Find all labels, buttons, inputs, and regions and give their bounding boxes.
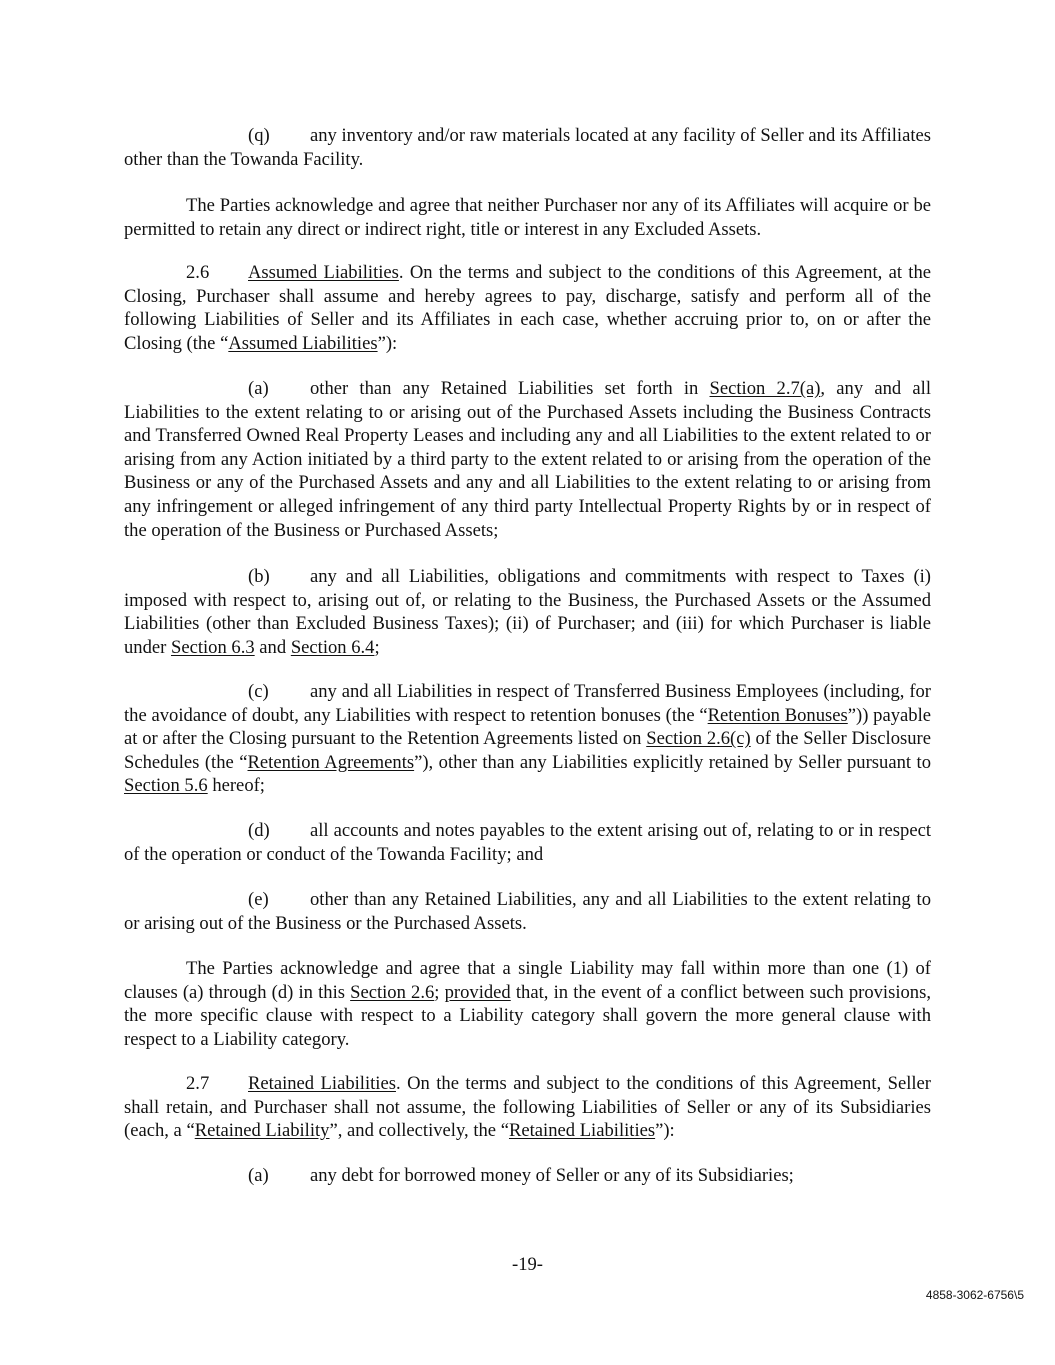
clause-text: of the Seller Disclosure Schedules (the “	[124, 728, 931, 773]
cross-reference: Section 5.6	[124, 775, 208, 797]
section-2-7	[124, 1072, 931, 1143]
paragraph-text: The Parties acknowledge and agree that a single Liability may fall within more than one (1) of clauses (a) through (d) in this	[124, 958, 931, 1003]
cross-reference: Section 6.3	[170, 636, 255, 658]
defined-term: Retention Bonuses	[707, 704, 848, 726]
section-heading: Assumed Liabilities	[248, 262, 399, 283]
defined-term: Retained Liabilities	[508, 1120, 656, 1142]
clause-text: hereof;	[207, 775, 265, 797]
cross-reference: Section 2.6	[350, 981, 435, 1003]
section-text: ”):	[655, 1120, 675, 1142]
section-text: ”):	[377, 332, 398, 354]
document-id: 4858-3062-6756\5	[925, 1288, 1024, 1302]
clause-d	[124, 819, 931, 866]
clause-text: any debt for borrowed money of Seller or any of its Subsidiaries;	[310, 1165, 794, 1186]
section-text: ”, and collectively, the “	[329, 1120, 509, 1142]
defined-term: Retained Liability	[194, 1120, 330, 1142]
section-text: . On the terms and subject to the conditions of this Agreement, Seller shall retain, and Purchaser shall not assume, the following Liabilities of Seller or any of its Subsidiaries (each, a “	[124, 1073, 931, 1142]
section-2-6	[124, 261, 931, 355]
clause-label: (d)	[248, 820, 270, 841]
proviso-term: provided	[444, 981, 511, 1003]
clause-a	[124, 377, 931, 542]
cross-reference: Section 2.6(c)	[646, 728, 751, 750]
defined-term: Retention Agreements	[247, 751, 415, 773]
clause-text: ;	[374, 636, 380, 658]
section-text: . On the terms and subject to the conditions of this Agreement, at the Closing, Purchaser shall assume and hereby agrees to pay, discharge, satisfy and perform all of the following Liabilities of Seller and its Affiliates in each case, whether accruing prior to, on or after the Closing (the “	[124, 262, 932, 354]
clause-label: (e)	[248, 889, 269, 910]
clause-label: (a)	[248, 378, 269, 399]
page-number: -19-	[512, 1254, 543, 1275]
clause-q	[124, 124, 931, 171]
clause-label: (c)	[248, 681, 269, 702]
clause-text: and	[254, 636, 291, 658]
clause-text: other than any Retained Liabilities, any and all Liabilities to the extent relating to or arising out of the Business or the Purchased Assets.	[124, 889, 931, 934]
defined-term: Assumed Liabilities	[228, 332, 378, 354]
cross-reference: Section 2.7(a)	[709, 378, 821, 399]
paragraph-text: ;	[434, 981, 445, 1003]
clause-text: , any and all Liabilities to the extent relating to or arising out of the Purchased Assets including the Business Contracts and Transferred Owned Real Property Leases and including any and all Liabilities to the extent related to or arising from any Action initiated by a third party to the extent related to or arising from the operation of the Business or any of the Purchased Assets and any and all Liabilities to the extent relating to or arising from any infringement or alleged infringement of any third party Intellectual Property Rights by or in respect of the operation of the Business or Purchased Assets;	[124, 378, 931, 541]
clause-b	[124, 565, 931, 659]
paragraph-text: The Parties acknowledge and agree that neither Purchaser nor any of its Affiliates will acquire or be permitted to retain any direct or indirect right, title or interest in any Excluded Assets.	[124, 195, 931, 240]
cross-reference: Section 6.4	[290, 636, 375, 658]
clause-label: (q)	[248, 125, 270, 146]
clause-label: (a)	[248, 1165, 269, 1186]
clause-e	[124, 888, 931, 935]
section-heading: Retained Liabilities	[248, 1073, 396, 1094]
excluded-assets-paragraph	[124, 194, 931, 241]
clause-label: (b)	[248, 566, 270, 587]
overlap-paragraph	[124, 957, 931, 1051]
paragraph-text: that, in the event of a conflict between such provisions, the more specific clause with respect to a Liability category shall govern the more general clause with respect to a Liability category.	[124, 981, 931, 1050]
clause-text: any and all Liabilities, obligations and commitments with respect to Taxes (i) imposed with respect to, arising out of, or relating to the Business, the Purchased Assets or the Assumed Liabilities (other than Excluded Business Taxes); (ii) of Purchaser; and (iii) for which Purchaser is liable under	[124, 566, 931, 658]
clause-2-7-a	[124, 1164, 931, 1188]
clause-text: ”)) payable at or after the Closing pursuant to the Retention Agreements listed on	[124, 704, 931, 750]
section-number: 2.6	[186, 262, 210, 283]
clause-text: all accounts and notes payables to the extent arising out of, relating to or in respect of the operation or conduct of the Towanda Facility; and	[124, 820, 931, 865]
clause-text: ”), other than any Liabilities explicitly retained by Seller pursuant to	[414, 751, 931, 773]
clause-text: any and all Liabilities in respect of Transferred Business Employees (including, for the avoidance of doubt, any Liabilities with respect to retention bonuses (the “	[124, 681, 931, 726]
clause-text: any inventory and/or raw materials located at any facility of Seller and its Affiliates other than the Towanda Facility.	[124, 125, 931, 170]
clause-c	[124, 680, 931, 798]
clause-text: other than any Retained Liabilities set forth in	[310, 378, 710, 399]
section-number: 2.7	[186, 1073, 210, 1094]
